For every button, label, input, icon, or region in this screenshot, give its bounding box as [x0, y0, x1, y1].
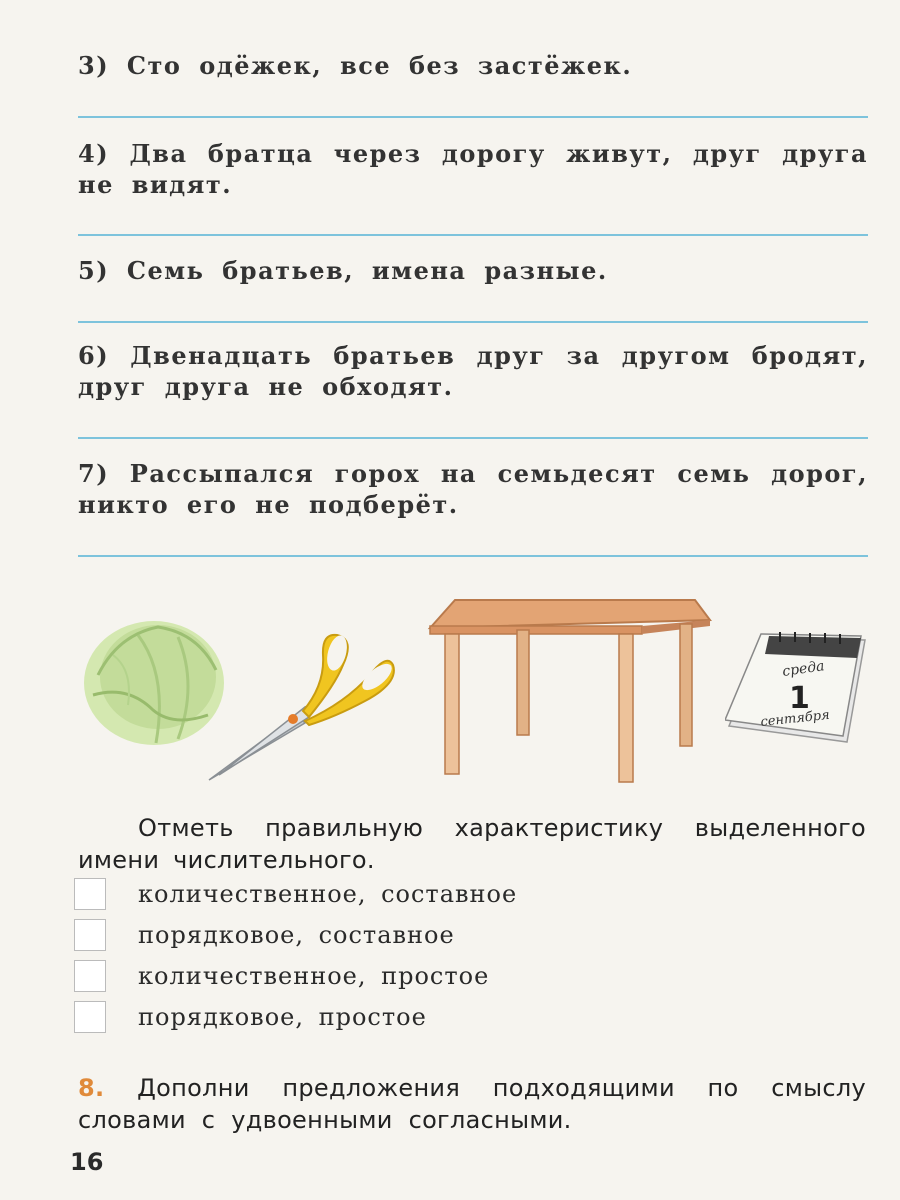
page-number: 16 — [70, 1148, 104, 1176]
option-checkbox[interactable] — [74, 1001, 106, 1033]
riddle-7: 7) Рассыпался горох на семьдесят семь дорог, никто его не подберёт. — [78, 459, 868, 519]
answer-line-6[interactable] — [78, 437, 868, 439]
answer-line-4[interactable] — [78, 234, 868, 236]
answer-line-3[interactable] — [78, 116, 868, 118]
task8-text: Дополни предложения подходящими по смыслу словами с удвоенными согласными. — [78, 1074, 866, 1134]
task8 — [78, 1072, 866, 1136]
calendar-month: сентября — [759, 707, 831, 730]
option-2[interactable] — [74, 919, 634, 953]
option-label: порядковое, составное — [138, 921, 455, 949]
riddle-3: 3) Сто одёжек, все без застёжек. — [78, 51, 633, 80]
riddle-6: 6) Двенадцать братьев друг за другом бродят, друг друга не обходят. — [78, 341, 868, 401]
calendar-image — [725, 630, 870, 745]
option-label: количественное, простое — [138, 962, 490, 990]
option-checkbox[interactable] — [74, 960, 106, 992]
calendar-date: 1 — [789, 681, 810, 716]
task7-instruction: Отметь правильную характеристику выделенного имени числительного. — [78, 814, 866, 874]
scissors-image — [205, 625, 400, 785]
option-checkbox[interactable] — [74, 919, 106, 951]
option-label: количественное, составное — [138, 880, 518, 908]
riddle-5: 5) Семь братьев, имена разные. — [78, 256, 608, 285]
option-1[interactable] — [74, 878, 634, 912]
riddle-4: 4) Два братца через дорогу живут, друг друга не видят. — [78, 139, 868, 199]
option-checkbox[interactable] — [74, 878, 106, 910]
task8-number: 8. — [78, 1074, 105, 1102]
calendar-day: среда — [781, 658, 826, 680]
option-label: порядковое, простое — [138, 1003, 427, 1031]
answer-line-7[interactable] — [78, 555, 868, 557]
option-4[interactable] — [74, 1001, 634, 1035]
table-image — [425, 592, 715, 787]
answer-line-5[interactable] — [78, 321, 868, 323]
option-3[interactable] — [74, 960, 634, 994]
